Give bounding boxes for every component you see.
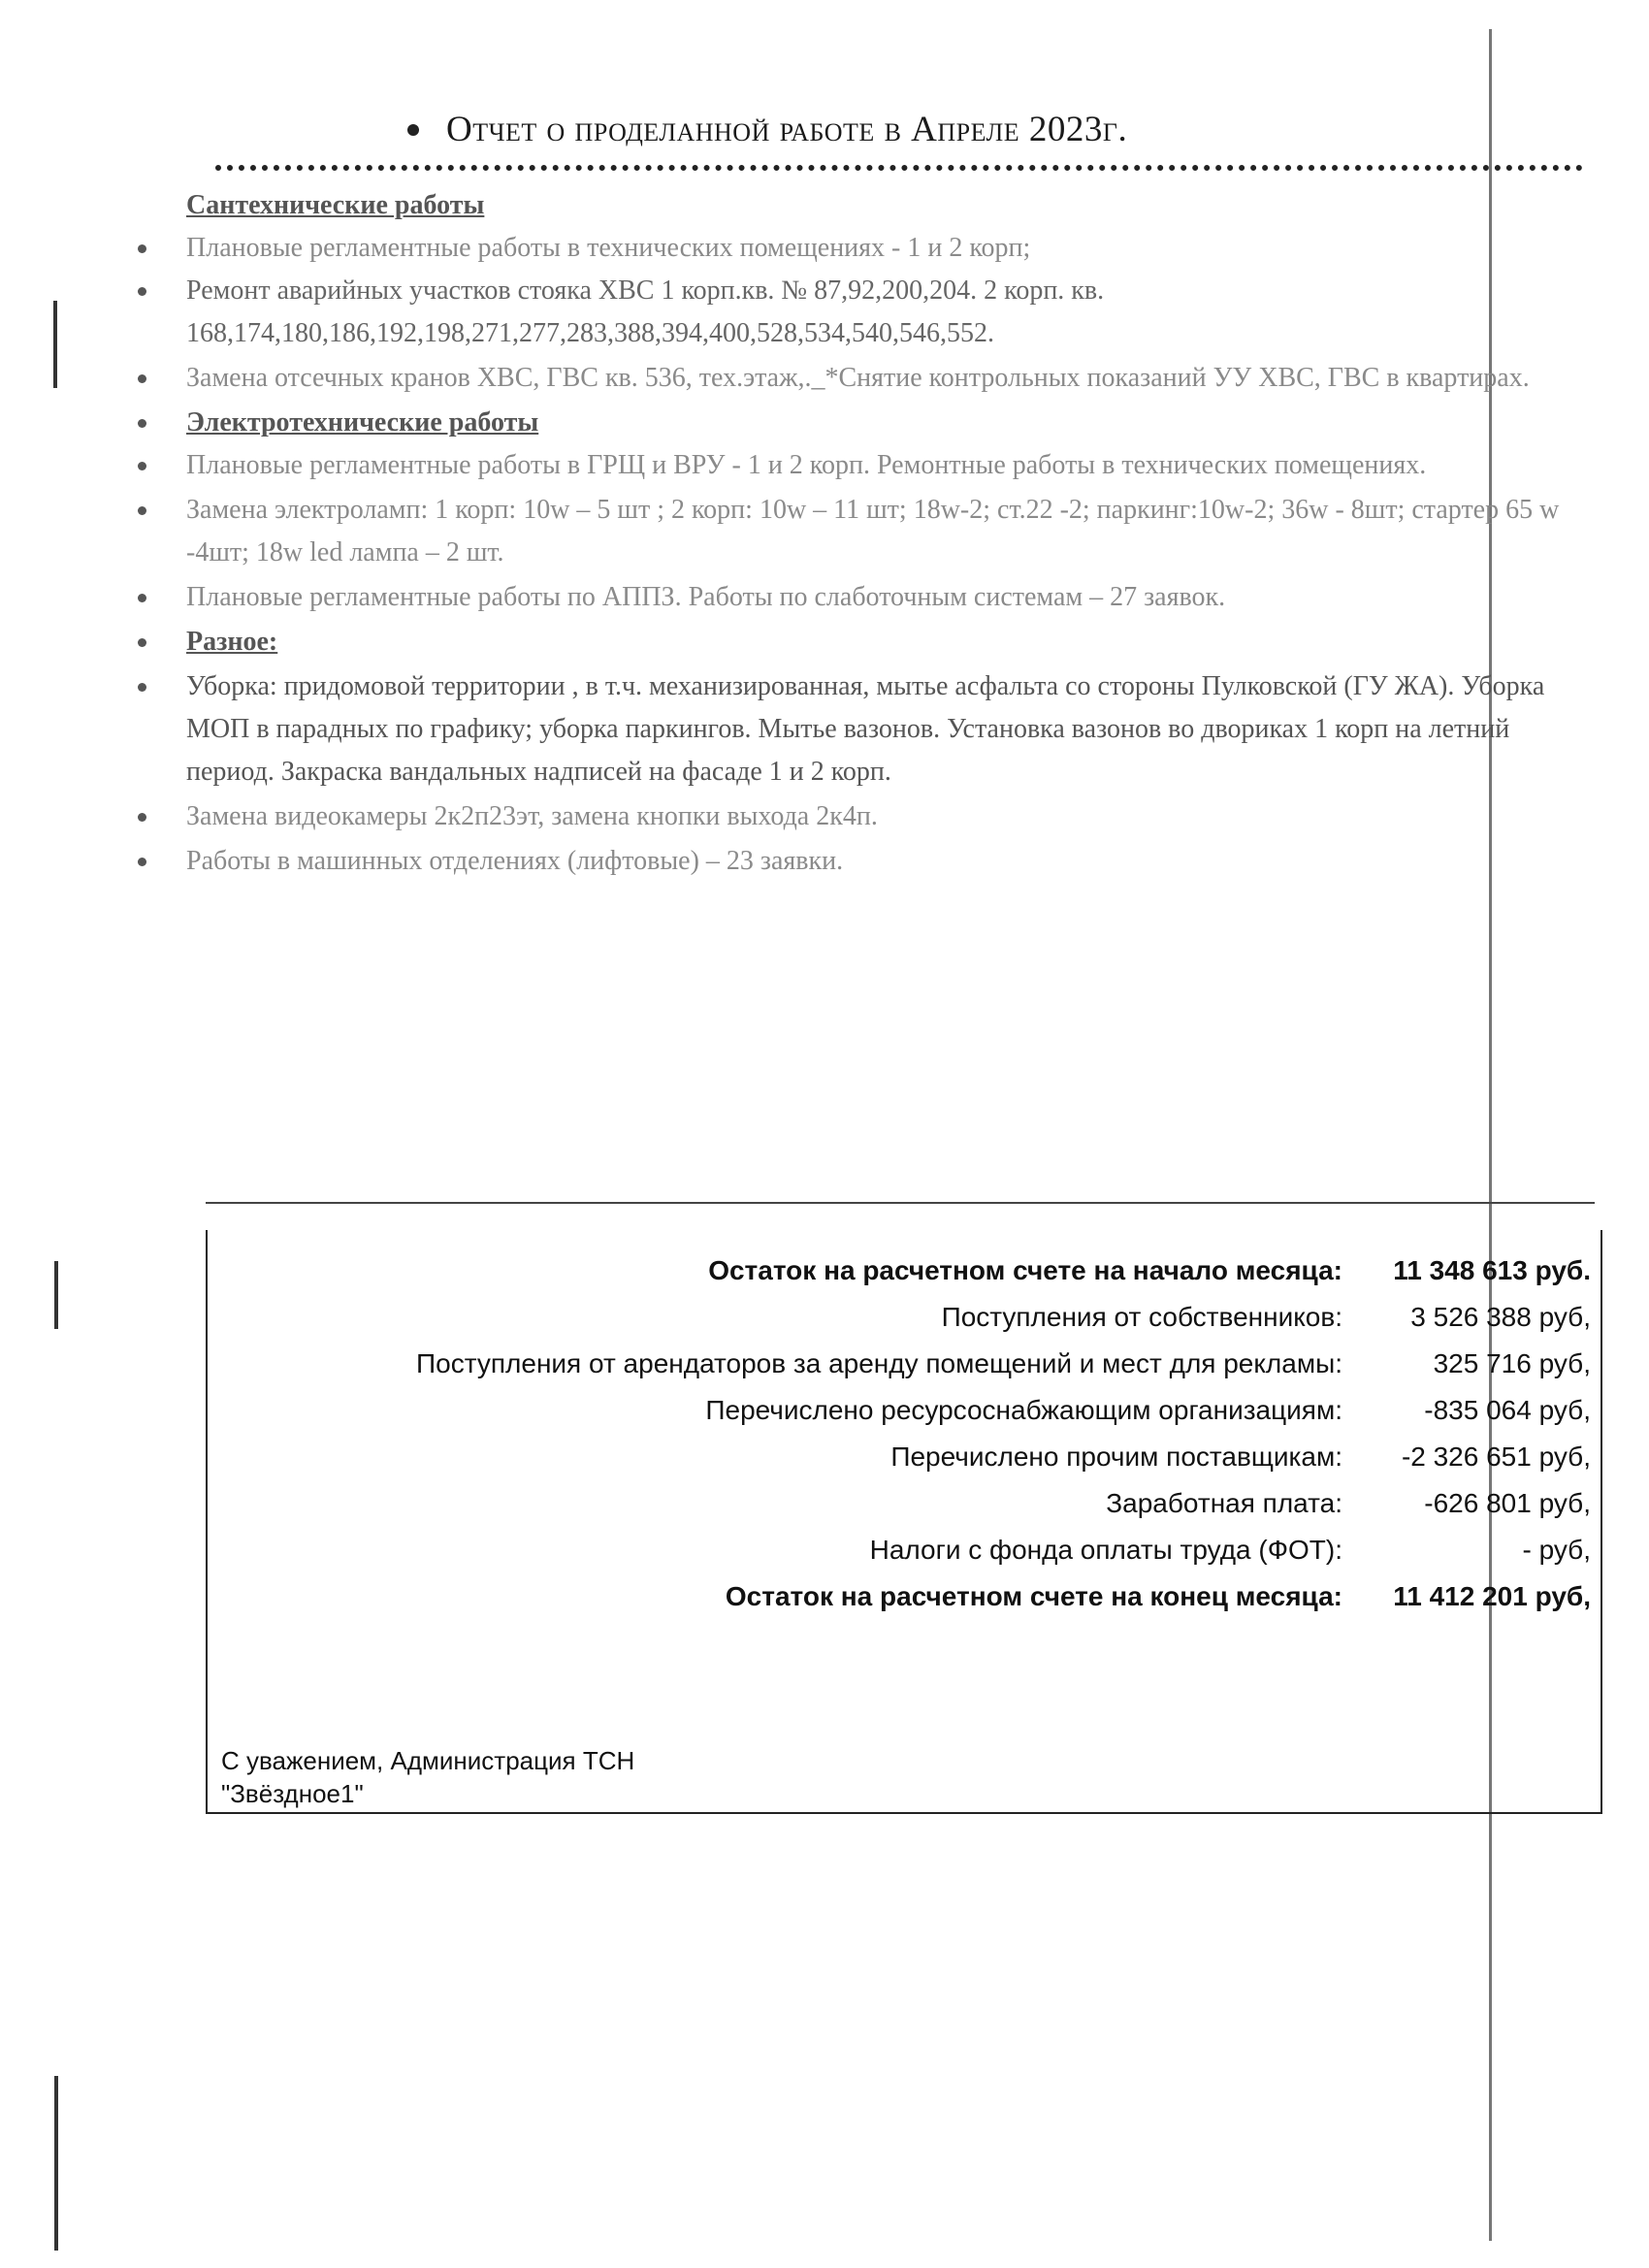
list-item: Плановые регламентные работы в технических помещениях - 1 и 2 корп; — [126, 227, 1581, 270]
bullet-icon — [138, 506, 146, 515]
finance-row — [208, 1255, 1604, 1300]
finance-label: Остаток на расчетном счете на конец месяца: — [725, 1581, 1342, 1611]
finance-value: -626 801 руб, — [1424, 1488, 1591, 1518]
list-item: Ремонт аварийных участков стояка ХВС 1 корп.кв. № 87,92,200,204. 2 корп. кв. 168,174,180,186,192,198,271,277,283,388,394,400,528,534,540,546,552. — [126, 270, 1581, 355]
finance-value: -2 326 651 руб, — [1401, 1442, 1591, 1472]
signature-line: С уважением, Администрация ТСН — [221, 1746, 635, 1775]
scan-streak — [54, 1261, 58, 1329]
bullet-icon — [138, 462, 146, 470]
finance-label: Поступления от арендаторов за аренду помещений и мест для рекламы: — [416, 1348, 1342, 1378]
finance-value: - руб, — [1522, 1535, 1591, 1565]
section-divider — [206, 1202, 1595, 1204]
finance-row — [208, 1535, 1604, 1579]
list-item — [126, 402, 1581, 444]
list-item: Плановые регламентные работы в ГРЩ и ВРУ - 1 и 2 корп. Ремонтные работы в технических помещениях. — [126, 444, 1581, 487]
bullet-icon — [138, 594, 146, 602]
list-item: Замена видеокамеры 2к2п23эт, замена кнопки выхода 2к4п. — [126, 795, 1581, 838]
scan-streak — [53, 301, 57, 388]
section-heading-electrical: Электротехнические работы — [186, 407, 539, 437]
finance-value: 325 716 руб, — [1433, 1348, 1591, 1378]
bullet-icon — [138, 638, 146, 647]
finance-label: Перечислено ресурсоснабжающим организациям: — [705, 1395, 1342, 1425]
finance-value: 3 526 388 руб, — [1410, 1302, 1591, 1332]
finance-label: Налоги с фонда оплаты труда (ФОТ): — [869, 1535, 1342, 1565]
finance-label: Поступления от собственников: — [941, 1302, 1342, 1332]
finance-row — [208, 1581, 1604, 1626]
finance-row — [208, 1348, 1604, 1393]
bullet-icon — [138, 374, 146, 383]
page-title — [407, 109, 1127, 150]
list-item: Замена электроламп: 1 корп: 10w – 5 шт ; 2 корп: 10w – 11 шт; 18w-2; ст.22 -2; паркинг:10w-2; 36w - 8шт; стартер 65 w -4шт; 18w led лампа – 2 шт. — [126, 489, 1581, 574]
finance-summary — [206, 1230, 1602, 1814]
finance-value: 11 412 201 руб, — [1393, 1581, 1591, 1611]
list-item: Плановые регламентные работы по АППЗ. Работы по слаботочным системам – 27 заявок. — [126, 576, 1581, 619]
bullet-icon — [407, 124, 419, 136]
bullet-icon — [138, 244, 146, 253]
finance-row — [208, 1488, 1604, 1533]
finance-label: Заработная плата: — [1106, 1488, 1342, 1518]
bullet-icon — [138, 419, 146, 428]
section-heading-misc: Разное: — [186, 627, 278, 657]
scan-streak — [54, 2076, 58, 2251]
list-item: Уборка: придомовой территории , в т.ч. механизированная, мытье асфальта со стороны Пулковской (ГУ ЖА). Уборка МОП в парадных по графику; уборка паркингов. Мытье вазонов. Установка вазонов во двориках 1 корп на летний период. Закраска вандальных надписей на фасаде 1 и 2 корп. — [126, 665, 1581, 794]
list-item: Замена отсечных кранов ХВС, ГВС кв. 536, тех.этаж,._*Снятие контрольных показаний УУ ХВС, ГВС в квартирах. — [126, 357, 1581, 400]
finance-row — [208, 1442, 1604, 1486]
list-item: Работы в машинных отделениях (лифтовые) – 23 заявки. — [126, 840, 1581, 883]
finance-label: Остаток на расчетном счете на начало месяца: — [708, 1255, 1342, 1285]
signature — [221, 1744, 634, 1810]
finance-label: Перечислено прочим поставщикам: — [890, 1442, 1342, 1472]
page-title-text: Отчет о проделанной работе в Апреле 2023г. — [446, 110, 1128, 149]
finance-row — [208, 1395, 1604, 1440]
section-heading-plumbing: Сантехнические работы — [186, 190, 485, 220]
finance-value: -835 064 руб, — [1424, 1395, 1591, 1425]
bullet-icon — [138, 858, 146, 866]
finance-row — [208, 1302, 1604, 1346]
signature-line: "Звёздное1" — [221, 1779, 364, 1808]
bullet-icon — [138, 683, 146, 692]
title-divider — [215, 165, 1583, 171]
list-item — [126, 621, 1581, 664]
bullet-icon — [138, 287, 146, 296]
finance-value: 11 348 613 руб. — [1393, 1255, 1591, 1285]
bullet-icon — [138, 813, 146, 822]
work-list — [126, 184, 1581, 883]
